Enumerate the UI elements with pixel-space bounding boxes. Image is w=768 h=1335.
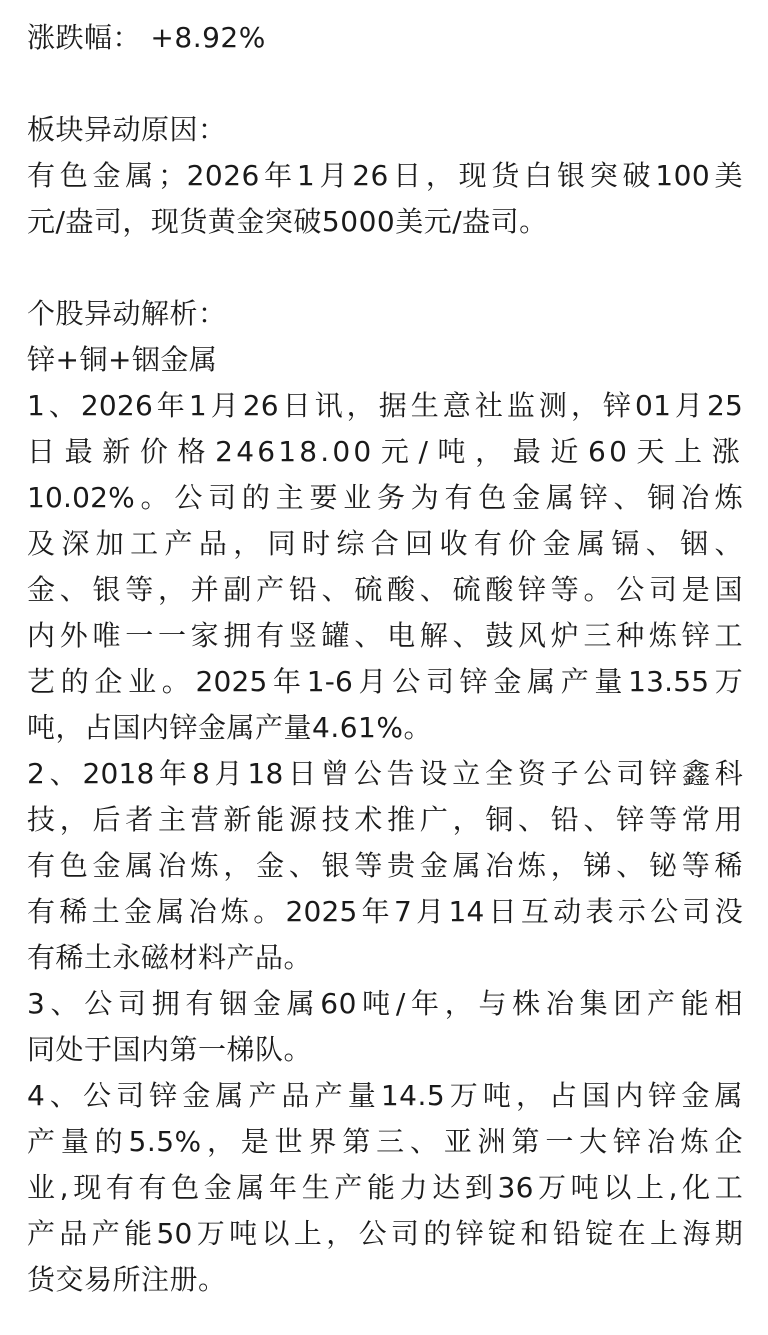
analysis-line: 及深加工产品，同时综合回收有价金属镉、铟、 <box>27 527 743 560</box>
sector-reason-heading: 板块异动原因： <box>27 113 227 146</box>
analysis-line: 10.02%。公司的主要业务为有色金属锌、铜冶炼 <box>27 481 743 514</box>
change-value: +8.92% <box>150 21 266 54</box>
blank-line <box>27 61 743 107</box>
sector-reason-line: 元/盎司，现货黄金突破5000美元/盎司。 <box>27 205 548 238</box>
analysis-line: 4、公司锌金属产品产量14.5万吨，占国内锌金属 <box>27 1079 743 1112</box>
analysis-line: 同处于国内第一梯队。 <box>27 1033 313 1066</box>
analysis-line: 艺的企业。2025年1-6月公司锌金属产量13.55万 <box>27 665 743 698</box>
sector-reason-line: 有色金属；2026年1月26日，现货白银突破100美 <box>27 159 743 192</box>
analysis-line: 有稀土永磁材料产品。 <box>27 941 313 974</box>
analysis-line: 日最新价格24618.00元/吨，最近60天上涨 <box>27 435 743 468</box>
change-label: 涨跌幅： <box>27 21 142 54</box>
analysis-line: 货交易所注册。 <box>27 1263 227 1296</box>
change-line <box>27 15 743 61</box>
analysis-line: 产品产能50万吨以上，公司的锌锭和铅锭在上海期 <box>27 1217 743 1250</box>
analysis-line: 业,现有有色金属年生产能力达到36万吨以上,化工 <box>27 1171 743 1204</box>
analysis-line: 产量的5.5%，是世界第三、亚洲第一大锌冶炼企 <box>27 1125 743 1158</box>
document-body <box>27 15 743 1303</box>
analysis-line: 3、公司拥有铟金属60吨/年，与株冶集团产能相 <box>27 987 743 1020</box>
analysis-line: 有色金属冶炼，金、银等贵金属冶炼，锑、铋等稀 <box>27 849 743 882</box>
analysis-line: 1、2026年1月26日讯，据生意社监测，锌01月25 <box>27 389 743 422</box>
stock-analysis-tag: 锌+铜+铟金属 <box>27 343 218 376</box>
analysis-line: 有稀土金属冶炼。2025年7月14日互动表示公司没 <box>27 895 743 928</box>
analysis-line: 金、银等，并副产铅、硫酸、硫酸锌等。公司是国 <box>27 573 743 606</box>
stock-analysis-heading: 个股异动解析： <box>27 297 227 330</box>
analysis-line: 技，后者主营新能源技术推广，铜、铅、锌等常用 <box>27 803 743 836</box>
blank-line <box>27 245 743 291</box>
analysis-line: 内外唯一一家拥有竖罐、电解、鼓风炉三种炼锌工 <box>27 619 743 652</box>
analysis-line: 吨，占国内锌金属产量4.61%。 <box>27 711 432 744</box>
analysis-line: 2、2018年8月18日曾公告设立全资子公司锌鑫科 <box>27 757 743 790</box>
